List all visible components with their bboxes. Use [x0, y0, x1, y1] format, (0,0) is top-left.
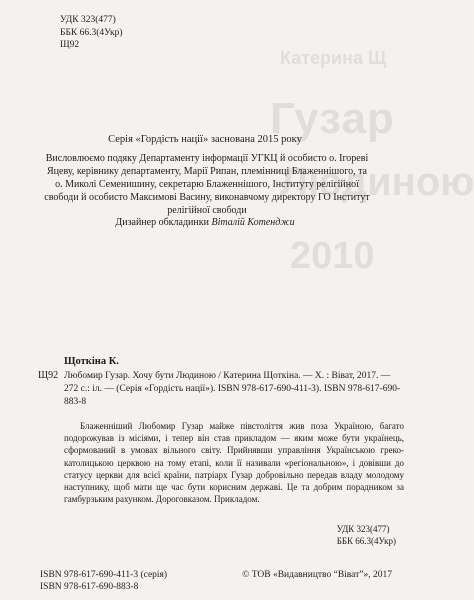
catalog-author: Щоткіна К. — [64, 356, 119, 367]
bbk-code: ББК 66.3(4Укр) — [60, 27, 123, 38]
acknowledgements: Висловлюємо подяку Департаменту інформації УГКЦ й особисто о. Ігореві Яцеву, керівнику департаменту, Марії Рипан, племінниці Блаженнішого, та о. Миколі Семенишину, секретарю Блаженнішого, Інституту релігійної свободи й особисто Максимові Васину, виконавчому директору ГО Інститут релігійної свободи — [44, 153, 370, 216]
copyright: © ТОВ «Видавництво “Віват”», 2017 — [242, 570, 392, 580]
cover-designer — [0, 217, 410, 228]
bleed-line: Катерина Щ — [280, 48, 387, 68]
bleed-line: Гузар — [270, 94, 395, 143]
author-mark: Щ92 — [60, 40, 80, 50]
series-line: Серія «Гордість нації» заснована 2015 року — [108, 134, 302, 145]
isbn-list — [40, 569, 167, 593]
bleed-line: Людиною — [280, 160, 474, 204]
isbn-book: ISBN 978-617-690-883-8 — [40, 582, 139, 592]
catalog-annotation: Блаженніший Любомир Гузар майже півстоліття жив поза Україною, багато подорожував із місіями, і тепер він став прикладом — яким може бути українець, сформований в умовах вільного світу. Прийнявши управління Українською греко-католицькою церквою на тому етапі, коли її називали «регіональною», і довівши до статусу церкви для всієї країни, патріарх Гузар добровільно передав владу молодому наступнику, щоб мати ще час бути корисним державі. Це та добрим порадником за гамбурзьким рахунком. Дороговказом. Прикладом. — [64, 421, 404, 505]
catalog-udk: УДК 323(477) — [336, 524, 390, 534]
classification-codes — [60, 14, 123, 52]
designer-name: Віталій Котенджи — [211, 217, 295, 228]
isbn-series: ISBN 978-617-690-411-3 (серія) — [40, 570, 168, 580]
catalog-bbk: ББК 66.3(4Укр) — [336, 536, 396, 546]
catalog-classification — [337, 523, 396, 547]
udk-code: УДК 323(477) — [60, 15, 116, 25]
bleed-line: 2010 — [290, 235, 375, 277]
catalog-entry: Любомир Гузар. Хочу бути Людиною / Катерина Щоткіна. — Х. : Віват, 2017. — 272 с.: іл. — (Серія «Гордість нації»). ISBN 978-617-690-411-3). ISBN 978-617-690-883-8 — [64, 371, 401, 407]
catalog-code: Щ92 — [38, 370, 59, 381]
designer-label: Дизайнер обкладинки — [115, 217, 209, 228]
